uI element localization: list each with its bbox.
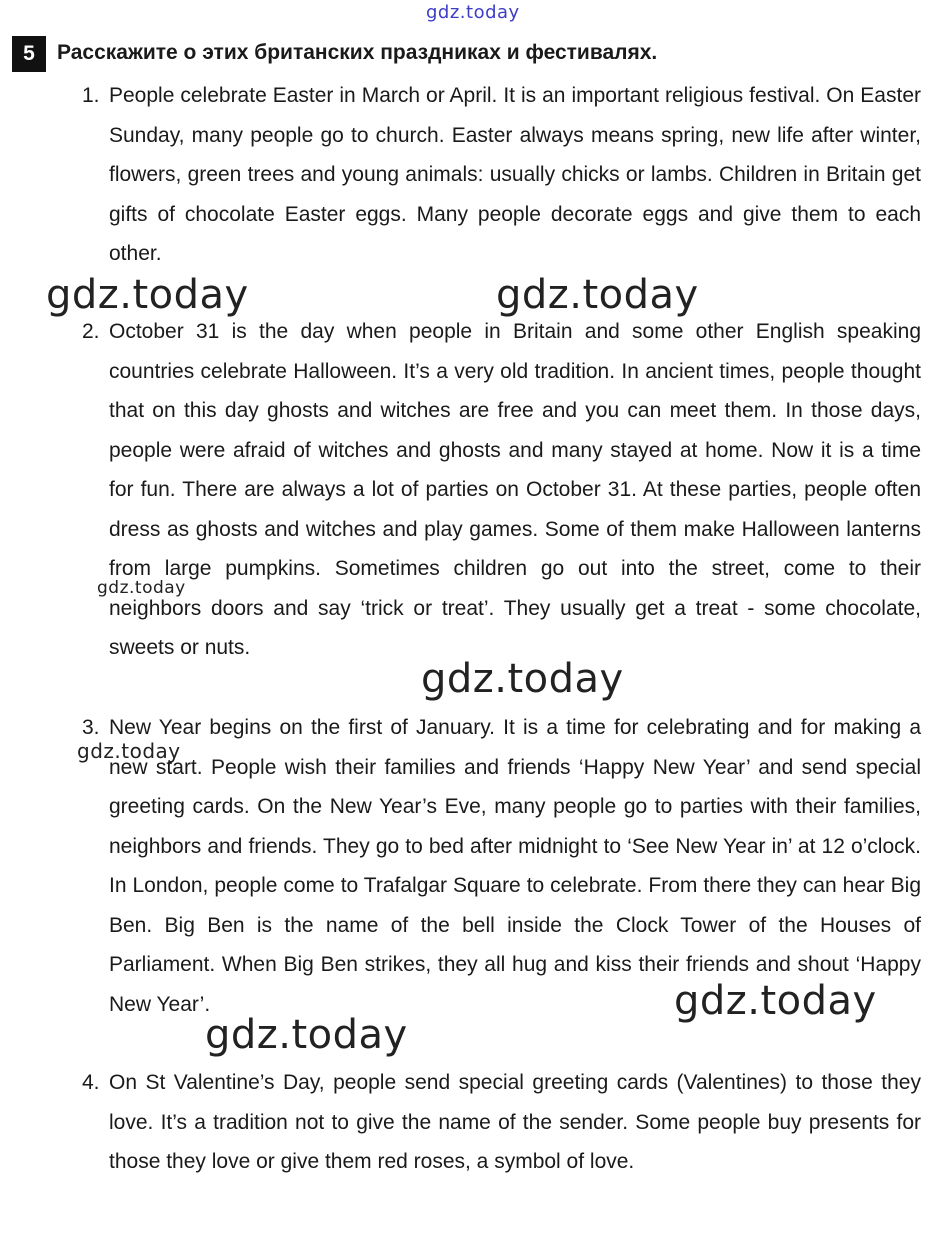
watermark: gdz.today [496, 272, 699, 318]
paragraph-number: 3. [82, 716, 100, 739]
paragraph-text: October 31 is the day when people in Britain and some other English speaking countries celebrate Halloween. It’s a very old tradition. In ancient times, people thought that on this day ghosts and witches are free and you can meet them. In those days, people were afraid of witches and ghosts and many stayed at home. Now it is a time for fun. There are always a lot of parties on October 31. At these parties, people often dress as ghosts and witches and play games. Some of them make Halloween lanterns from large pumpkins. Sometimes children go out into the street, come to their neighbors doors and say ‘trick or treat’. They usually get a treat - some chocolate, sweets or nuts. [109, 320, 921, 659]
watermark: gdz.today [205, 1012, 408, 1058]
watermark: gdz.today [421, 656, 624, 702]
task-number-badge: 5 [12, 36, 46, 72]
paragraph-text: People celebrate Easter in March or April. It is an important religious festival. On Easter Sunday, many people go to church. Easter always means spring, new life after winter, flowers, green trees and young animals: usually chicks or lambs. Children in Britain get gifts of chocolate Easter eggs. Many people decorate eggs and give them to each other. [109, 84, 921, 265]
paragraph-text: On St Valentine’s Day, people send special greeting cards (Valentines) to those they love. It’s a tradition not to give the name of the sender. Some people buy presents for those they love or give them red roses, a symbol of love. [109, 1071, 921, 1173]
watermark: gdz.today [674, 978, 877, 1024]
paragraph-number: 1. [82, 84, 100, 107]
paragraph-number: 4. [82, 1071, 100, 1094]
paragraph-number: 2. [82, 320, 100, 343]
task-title: Расскажите о этих британских праздниках и фестивалях. [57, 41, 658, 64]
watermark-top: gdz.today [426, 2, 520, 23]
paragraph-text: New Year begins on the first of January. It is a time for celebrating and for making a new start. People wish their families and friends ‘Happy New Year’ and send special greeting cards. On the New Year’s Eve, many people go to parties with their families, neighbors and friends. They go to bed after midnight to ‘See New Year in’ at 12 o’clock. In London, people come to Trafalgar Square to celebrate. From there they can hear Big Ben. Big Ben is the name of the bell inside the Clock Tower of the Houses of Parliament. When Big Ben strikes, they all hug and kiss their friends and shout ‘Happy New Year’. [109, 716, 921, 1016]
watermark: gdz.today [46, 272, 249, 318]
watermark: gdz.today [97, 578, 186, 598]
watermark: gdz.today [77, 739, 181, 763]
